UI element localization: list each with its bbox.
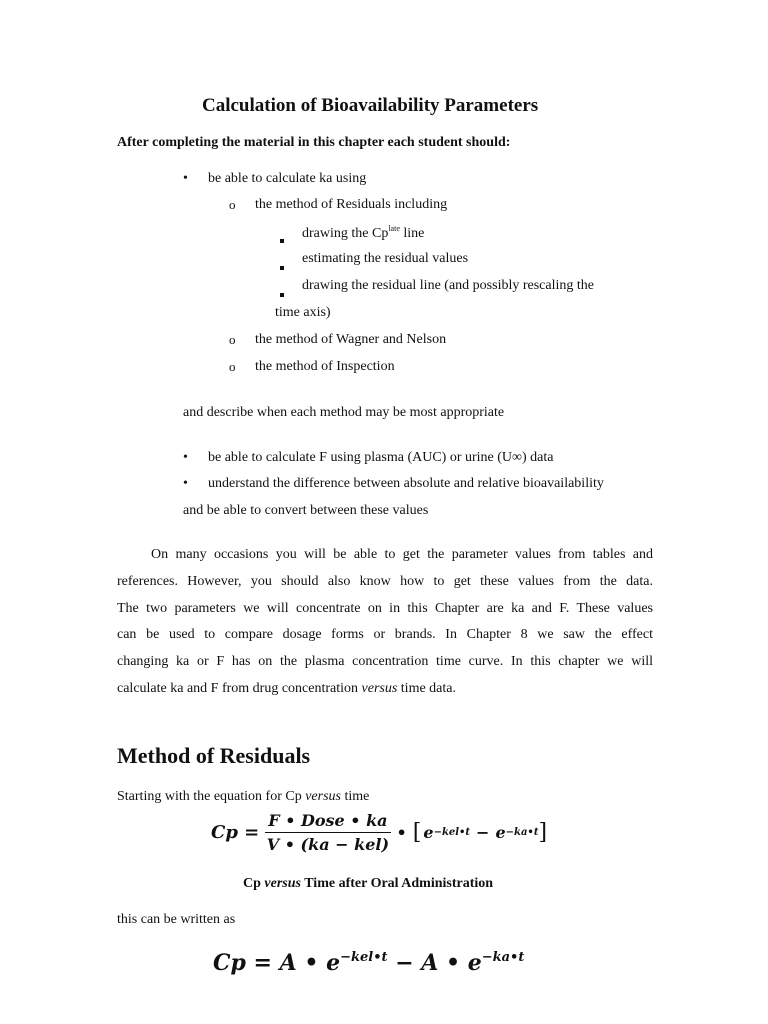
paragraph-line: The two parameters we will concentrate on in this Chapter are ka and F. These values [117,600,653,616]
paragraph-line: references. However, you should also know how to get these values from the data. [117,573,653,589]
bullet-square-icon [280,284,284,302]
list-item: drawing the residual line (and possibly rescaling the [302,278,594,293]
written-as-text: this can be written as [117,912,236,927]
bullet-square-icon [280,257,284,275]
list-item: understand the difference between absolute and relative bioavailability [208,476,604,491]
intro-text: After completing the material in this chapter each student should: [117,135,511,150]
bullet-disc-icon: • [183,450,188,465]
list-item: be able to calculate F using plasma (AUC) or urine (U∞) data [208,450,554,465]
paragraph-line: changing ka or F has on the plasma concentration time curve. In this chapter we will [117,654,653,670]
list-item-continuation: and be able to convert between these values [183,503,429,518]
list-item: the method of Wagner and Nelson [255,332,447,347]
bullet-circle-icon: o [229,359,236,374]
list-item: the method of Residuals including [255,197,448,212]
equation-cp-full: Cp = $\frac{\text{F • Dose • ka}}{\text{V • (ka − kel)}}$ • [ e −kel•t − e −ka•t ] [211,810,548,854]
body-paragraph [117,542,653,703]
list-item: be able to calculate ka using [208,171,367,186]
bullet-disc-icon: • [183,476,188,491]
bullet-circle-icon: o [229,197,236,212]
equation-intro-text: Starting with the equation for Cp versus time [117,789,370,804]
list-item-continuation: time axis) [275,305,331,320]
page-title: Calculation of Bioavailability Parameters [202,95,539,116]
equation-cp-simplified: Cp = A • $e^{-kel•t} - A$ • $e^{-ka•t}$ [213,950,525,976]
bullet-disc-icon: • [183,171,188,186]
list-item: estimating the residual values [302,251,469,266]
paragraph-line: can be used to compare dosage forms or brands. In Chapter 8 we saw the effect [117,627,653,643]
paragraph-line: calculate ka and F from drug concentration versus time data. [117,680,456,696]
list-item: drawing the $Cp^{late}$ line [302,224,425,241]
list-item: the method of Inspection [255,359,395,374]
bullet-square-icon [280,230,284,248]
equation-caption: Cp versus Time after Oral Administration [243,876,494,891]
bullet-circle-icon: o [229,332,236,347]
describe-text: and describe when each method may be most appropriate [183,405,505,420]
paragraph-line: On many occasions you will be able to get the parameter values from tables and [151,547,653,562]
section-heading: Method of Residuals [117,743,311,768]
